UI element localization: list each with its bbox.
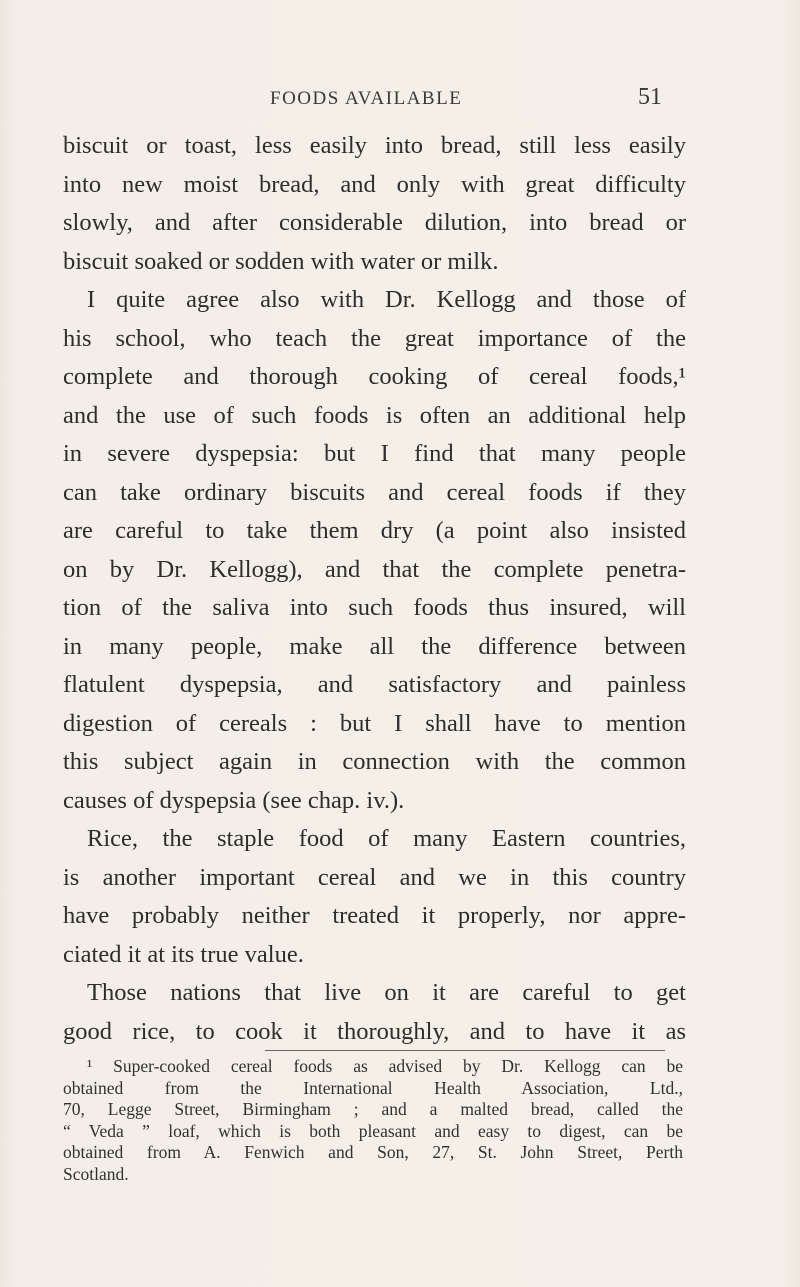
footnote-line: Scotland. bbox=[63, 1163, 129, 1184]
text-line: this subject again in connection with the common bbox=[63, 748, 686, 775]
footnote-rule bbox=[265, 1050, 665, 1051]
text-line: biscuit or toast, less easily into bread, still less easily bbox=[63, 132, 686, 159]
text-line: Those nations that live on it are careful to get bbox=[87, 979, 686, 1006]
footnote-line: “ Veda ” loaf, which is both pleasant and easy to digest, can be bbox=[63, 1120, 683, 1141]
text-line: slowly, and after considerable dilution, into bread or bbox=[63, 209, 686, 236]
text-line: in severe dyspepsia: but I find that many people bbox=[63, 440, 686, 467]
text-line: on by Dr. Kellogg), and that the complete penetra- bbox=[63, 555, 686, 583]
footnote-line: 70, Legge Street, Birmingham ; and a malted bread, called the bbox=[63, 1099, 683, 1119]
text-line: his school, who teach the great importance of the bbox=[63, 324, 686, 352]
footnote-line: ¹ Super-cooked cereal foods as advised by Dr. Kellogg can be bbox=[87, 1056, 683, 1076]
text-line: is another important cereal and we in this country bbox=[63, 863, 686, 891]
text-line: Rice, the staple food of many Eastern countries, bbox=[87, 825, 686, 852]
text-line: ciated it at its true value. bbox=[63, 940, 304, 968]
text-line: in many people, make all the difference between bbox=[63, 632, 686, 660]
text-line: have probably neither treated it properly, nor appre- bbox=[63, 902, 686, 929]
text-line: flatulent dyspepsia, and satisfactory and painless bbox=[63, 671, 686, 698]
body-text bbox=[63, 127, 686, 1051]
text-line: biscuit soaked or sodden with water or milk. bbox=[63, 247, 499, 275]
running-title: FOODS AVAILABLE bbox=[270, 88, 463, 109]
text-line: tion of the saliva into such foods thus insured, will bbox=[63, 594, 686, 621]
text-line: and the use of such foods is often an additional help bbox=[63, 401, 686, 429]
text-line: are careful to take them dry (a point also insisted bbox=[63, 517, 686, 544]
text-line: I quite agree also with Dr. Kellogg and those of bbox=[87, 286, 686, 313]
text-line: into new moist bread, and only with great difficulty bbox=[63, 170, 686, 198]
text-line: causes of dyspepsia (see chap. iv.). bbox=[63, 786, 405, 814]
text-line: good rice, to cook it thoroughly, and to have it as bbox=[63, 1017, 686, 1045]
text-line: digestion of cereals : but I shall have to mention bbox=[63, 709, 686, 737]
footnote bbox=[63, 1056, 683, 1185]
text-line: complete and thorough cooking of cereal foods,¹ bbox=[63, 363, 686, 390]
footnote-line: obtained from the International Health Association, Ltd., bbox=[63, 1077, 683, 1098]
footnote-line: obtained from A. Fenwich and Son, 27, St. John Street, Perth bbox=[63, 1142, 683, 1162]
page-number: 51 bbox=[638, 84, 662, 110]
text-line: can take ordinary biscuits and cereal foods if they bbox=[63, 478, 686, 506]
